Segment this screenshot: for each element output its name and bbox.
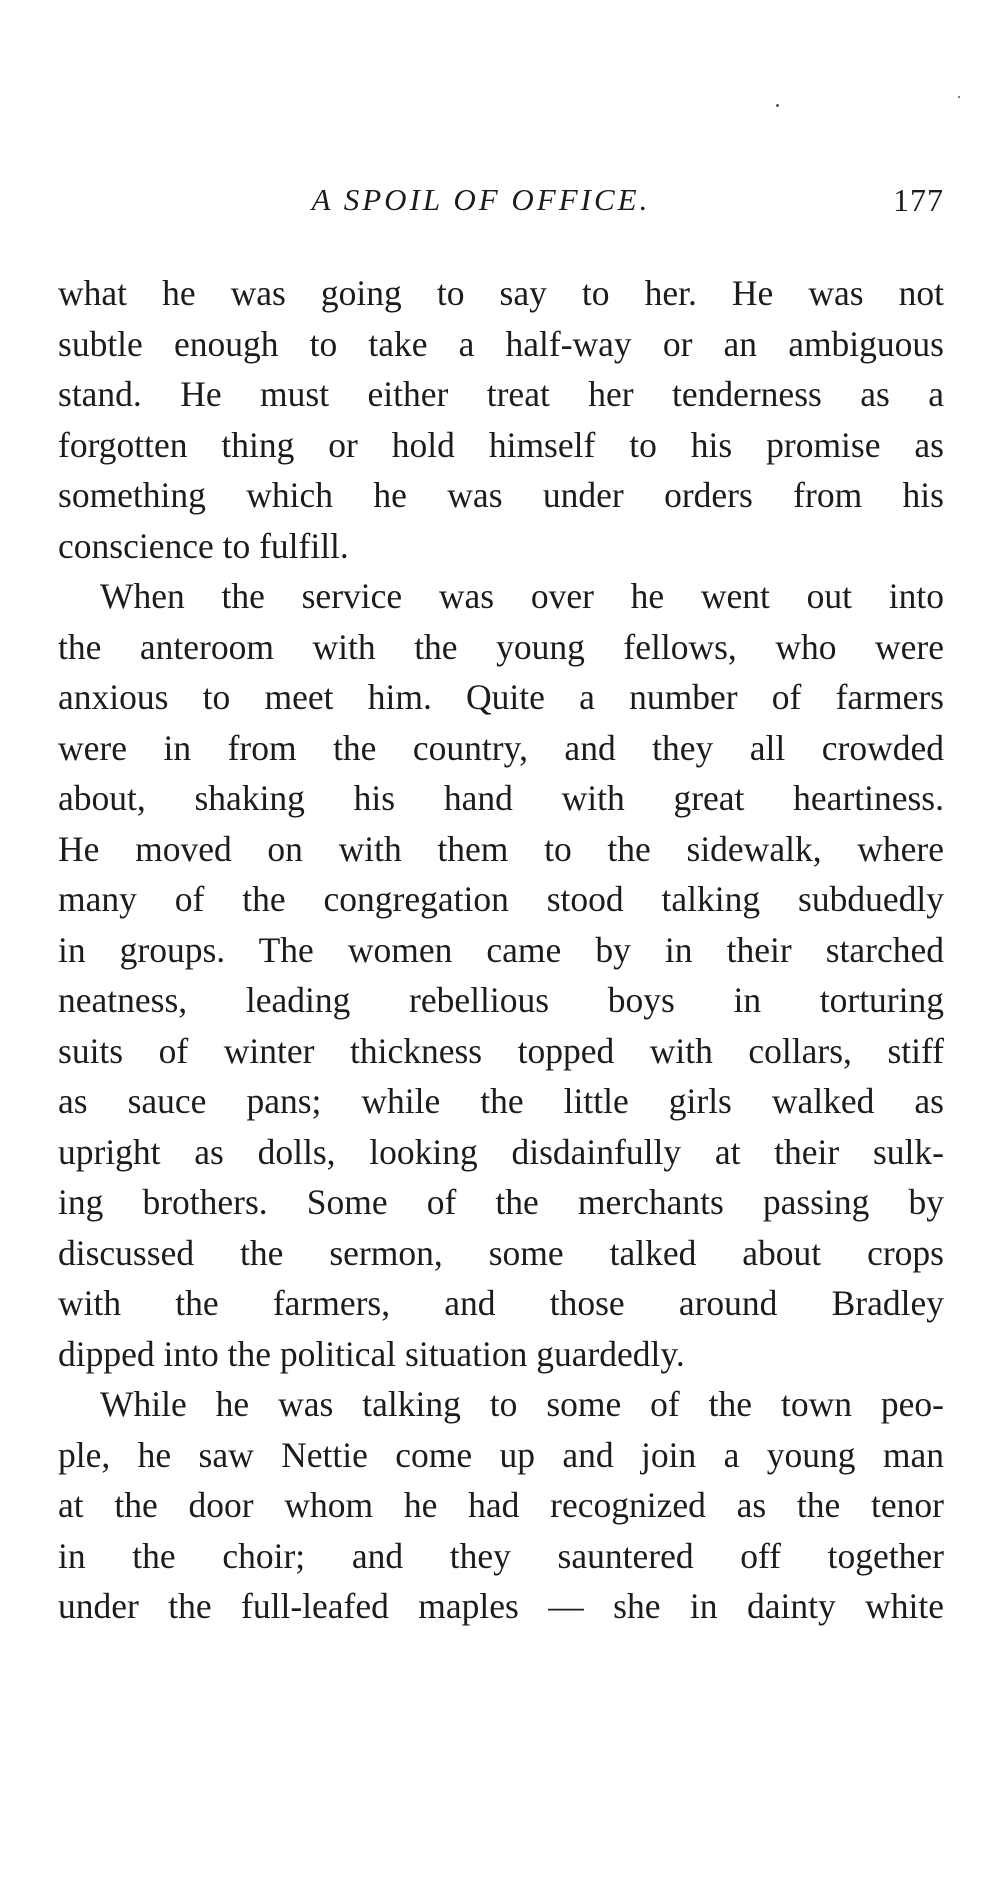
running-title: A SPOIL OF OFFICE.	[311, 182, 651, 217]
body-text	[58, 268, 944, 1632]
print-speck	[958, 96, 960, 98]
text-line: ing brothers. Some of the merchants passing by	[58, 1182, 944, 1222]
text-line: forgotten thing or hold himself to his promise as	[58, 424, 944, 465]
text-line: many of the congregation stood talking subduedly	[58, 879, 944, 919]
text-line: as sauce pans; while the little girls walked as	[58, 1081, 944, 1121]
text-line: suits of winter thickness topped with collars, stiff	[58, 1030, 944, 1071]
text-line: the anteroom with the young fellows, who were	[58, 626, 944, 667]
text-line: at the door whom he had recognized as the tenor	[58, 1485, 944, 1525]
text-line: neatness, leading rebellious boys in torturing	[58, 980, 944, 1020]
paragraph-1	[58, 268, 944, 571]
text-line: discussed the sermon, some talked about crops	[58, 1232, 944, 1273]
page-header	[58, 176, 944, 224]
page-number: 177	[893, 182, 944, 218]
text-line: about, shaking his hand with great heartiness.	[58, 778, 944, 818]
print-speck	[776, 104, 779, 107]
text-line: subtle enough to take a half-way or an ambiguous	[58, 323, 944, 364]
text-line: in groups. The women came by in their starched	[58, 929, 944, 970]
text-line: upright as dolls, looking disdainfully at their sulk-	[58, 1131, 944, 1172]
text-line: something which he was under orders from his	[58, 475, 944, 515]
text-line: with the farmers, and those around Bradley	[58, 1283, 944, 1323]
text-line: stand. He must either treat her tenderness as a	[58, 374, 944, 414]
text-line: dipped into the political situation guardedly.	[58, 1333, 685, 1374]
text-line: under the full-leafed maples — she in dainty white	[58, 1586, 944, 1626]
paragraph-2	[58, 571, 944, 1379]
text-line: conscience to fulfill.	[58, 525, 349, 566]
paragraph-3	[58, 1379, 944, 1632]
text-line: He moved on with them to the sidewalk, where	[58, 828, 944, 869]
text-line: ple, he saw Nettie come up and join a young man	[58, 1434, 944, 1475]
text-line: anxious to meet him. Quite a number of farmers	[58, 677, 944, 717]
text-line: what he was going to say to her. He was not	[58, 273, 944, 313]
text-line: were in from the country, and they all crowded	[58, 727, 944, 768]
text-line: While he was talking to some of the town peo-	[100, 1384, 944, 1424]
text-line: in the choir; and they sauntered off together	[58, 1535, 944, 1576]
text-line: When the service was over he went out into	[100, 576, 944, 616]
